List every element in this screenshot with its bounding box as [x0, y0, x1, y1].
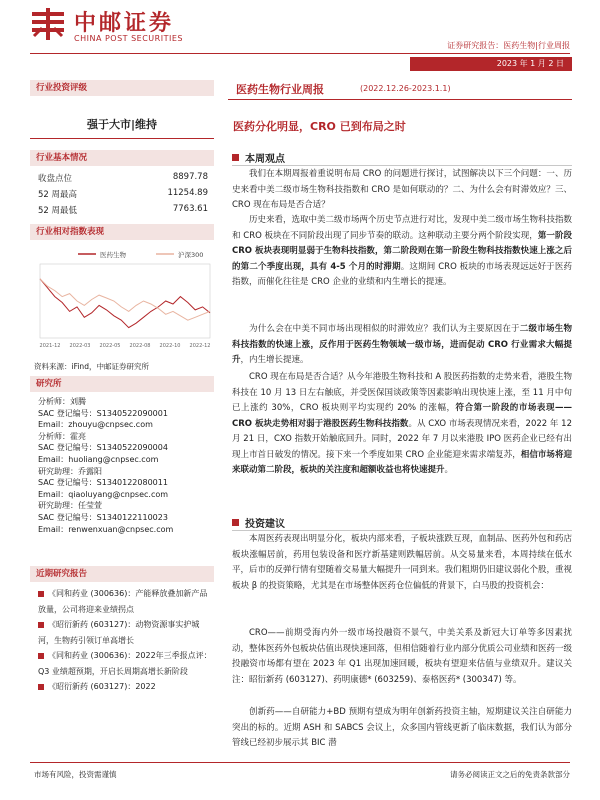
stat-value: 11254.89	[167, 188, 208, 198]
footer-divider	[30, 762, 570, 763]
chart-source: 资料来源：iFind，中邮证券研究所	[34, 362, 149, 371]
emphasis-text: 第一阶段 CRO 板块表现明显弱于生物科技指数，第二阶段则在第一阶段生物科技指数快速上涨之后的第二个季度出现，具有 4-5 个月的时滞期	[232, 230, 572, 272]
analyst-line: SAC 登记编号：S1340122110023	[38, 512, 168, 522]
analyst-line: SAC 登记编号：S1340122080011	[38, 478, 168, 488]
section-divider	[232, 530, 572, 531]
x-tick-label: 2022-03	[69, 343, 91, 349]
emphasis-text: 符合第一阶段的市场表现——CRO 板块走势相对弱于港股医药生物科技指数	[232, 403, 572, 429]
bullet-icon	[38, 653, 44, 659]
brand-name-cn: 中邮证券	[74, 11, 175, 36]
industry-rating: 强于大市|维持	[86, 118, 158, 131]
paragraph-intro: 我们在本期周报着重说明布局 CRO 的问题进行探讨，试图解决以下三个问题：一、历史来看中美二级市场生物科技指数和 CRO 是如何联动的？二、为什么会有时滞效应？三、CRO 现在布局是否合适？	[232, 169, 572, 210]
analyst-line: SAC 登记编号：S1340522090004	[38, 443, 168, 453]
report-title: 医药生物行业周报	[236, 83, 324, 96]
stat-high	[38, 188, 208, 203]
section-divider	[232, 165, 572, 166]
analyst-line: SAC 登记编号：S1340522090001	[38, 408, 168, 418]
section-heading-advice: 投资建议	[232, 515, 285, 530]
report-date: 2023 年 1 月 2 日	[410, 57, 572, 71]
report-title-bar	[228, 80, 572, 100]
x-tick-label: 2021-12	[39, 343, 61, 349]
emphasis-text: 相信市场将迎来联动第二阶段，板块的关注度和超额收益也将快速提升	[232, 449, 572, 475]
recent-reports-list	[38, 586, 214, 695]
analyst-line: 研究助理：任莹萱	[38, 501, 102, 511]
footer-disclaimer: 请务必阅读正文之后的免责条款部分	[450, 770, 570, 779]
analyst-line: 分析师：刘腾	[38, 397, 86, 406]
list-item[interactable]: 《同和药业 (300636)：产能释放叠加新产品放量，公司将迎来业绩拐点	[38, 589, 208, 614]
header-divider	[30, 53, 570, 54]
analyst-line: Email：qiaoluyang@cnpsec.com	[38, 489, 169, 499]
paragraph-strategy: 本周医药表现出明显分化，板块内部来看，子板块涨跌互现，血制品、医药外包和药店板块涨幅居前，药用包装设备和医疗新基建则跌幅居前。从交易量来看，本周持续在低水平，后市的反弹行情有望随着交易量大幅提升一同到来。我们粗期仍旧建议弱化个股，重视板块 β 的投资策略，尤其是在市场整体医药仓位偏低的背景下，白马股的投资机会：	[232, 534, 573, 591]
stat-low	[38, 204, 208, 219]
sidebar-divider	[30, 138, 214, 139]
bullet-icon	[38, 591, 44, 597]
report-period: (2022.12.26-2023.1.1)	[360, 84, 451, 93]
series-line-医药生物	[40, 279, 210, 328]
paragraph-timing: CRO 现在布局是否合适？从今年港股生物科技和 A 股医药指数的走势来看，港股生物科技在 10 月 13 日左右触底，并受医保国谈政策等因素影响出现快速上涨，至 11 月中旬已上涨约 30%，CRO 板块则平均实现约 20% 的涨幅，符合第一阶段的市场表现——CRO 板块走势相对弱于港股医药生物科技指数。从 CXO 市场表现情况来看，2022 年 12 月 21 日，CXO 指数开始触底回升。同时，2022 年 7 月以来港股 IPO 医药企业已经有出现上市首日破发的情况。接下来一个季度如果 CRO 企业能迎来需求端复苏，相信市场将迎来联动第二阶段，板块的关注度和超额收益也将快速提升。	[232, 372, 572, 475]
paragraph-cro: CRO——前期受海内外一级市场投融资不景气，中美关系及新冠大订单等多因素扰动，整体医药外包板块估值出现快速回落，但相信随着行业内部分优质公司业绩和医药一级投融资市场都有望在 2023 年 Q1 出现加速回暖，板块有望迎来估值与业绩双升。建议关注：昭衍新药 (603127)、药明康德* (603259)、泰格医药* (300347) 等。	[232, 628, 573, 685]
section-heading-views: 本周观点	[232, 150, 285, 165]
analyst-line: Email：huoliang@cnpsec.com	[38, 454, 159, 464]
footer-risk-note: 市场有风险，投资需谨慎	[34, 770, 117, 779]
list-item[interactable]: 《昭衍新药 (603127)：动物资源事实护城河，生物药引领订单高增长	[38, 620, 200, 645]
analyst-heading: 研究所	[30, 376, 214, 392]
legend-label: 医药生物	[100, 251, 126, 259]
stat-label: 收盘点位	[38, 174, 73, 184]
analyst-line: 分析师：霍亮	[38, 431, 86, 441]
stat-value: 7763.61	[172, 204, 208, 214]
analyst-line: 研究助理：乔露阳	[38, 466, 102, 476]
post-logo-icon	[30, 8, 66, 40]
analyst-list	[38, 396, 214, 535]
recent-reports-heading: 近期研究报告	[30, 566, 214, 582]
legend-label: 沪深300	[178, 251, 204, 259]
analyst-line: Email：zhouyu@cnpsec.com	[38, 420, 153, 430]
list-item[interactable]: 《同和药业 (300636)：2022年三季报点评：Q3 业绩超预期，开启长周期高增长新阶段	[38, 651, 212, 676]
brand-name-en: CHINA POST SECURITIES	[74, 34, 183, 43]
x-tick-label: 2022-08	[129, 343, 151, 349]
list-item[interactable]: 《昭衍新药 (603127)：2022	[38, 679, 214, 695]
rating-heading: 行业投资评级	[30, 80, 214, 96]
report-subtitle: 医药分化明显，CRO 已到布局之时	[233, 120, 406, 133]
stat-label: 52 周最高	[38, 190, 78, 200]
stat-close	[38, 172, 208, 187]
brand-logo	[30, 6, 240, 46]
paragraph-history: 历史来看，选取中美二级市场两个历史节点进行对比，发现中美二级市场生物科技指数和 CRO 板块在不同阶段出现了同步节奏的联动。这种联动主要分两个阶段实现，第一阶段 CRO 板块表现明显弱于生物科技指数，第二阶段则在第一阶段生物科技指数快速上涨之后的第二个季度出现，具有 4-5 个月的时滞期。这期间 CRO 板块的市场表现远远好于医药指数，而催化往往是 CRO 企业的业绩和内生增长的提速。	[232, 215, 573, 287]
perf-heading: 行业相对指数表现	[30, 224, 214, 240]
basics-heading: 行业基本情况	[30, 150, 214, 166]
bullet-icon	[38, 622, 44, 628]
x-tick-label: 2022-10	[159, 343, 181, 349]
chart-frame	[40, 264, 210, 338]
relative-performance-chart	[34, 246, 214, 356]
section-marker-icon	[232, 519, 239, 526]
stat-value: 8897.78	[172, 172, 208, 182]
paragraph-innovative-drugs: 创新药——自研能力+BD 预期有望成为明年创新药投资主轴，短期建议关注自研能力突出的标的。近期 ASH 和 SABCS 会议上，众多国内管线更新了临床数据，我们认为部分管线已经初步展示其 BIC 潜	[232, 707, 572, 748]
bullet-icon	[38, 684, 44, 690]
analyst-line: Email：renwenxuan@cnpsec.com	[38, 524, 174, 534]
x-tick-label: 2022-05	[99, 343, 121, 349]
stat-label: 52 周最低	[38, 206, 78, 216]
report-category-tag: 证券研究报告：医药生物|行业周报	[447, 41, 570, 50]
emphasis-text: 二级市场生物科技指数的快速上涨，反作用于医药生物领域一级市场，进而促动 CRO 行业需求大幅提升	[232, 324, 572, 365]
x-tick-label: 2022-12	[189, 343, 211, 349]
paragraph-lag: 为什么会在中美不同市场出现相似的时滞效应？我们认为主要原因在于二级市场生物科技指数的快速上涨，反作用于医药生物领域一级市场，进而促动 CRO 行业需求大幅提升，内生增长提速。	[232, 324, 572, 365]
section-marker-icon	[232, 154, 239, 161]
